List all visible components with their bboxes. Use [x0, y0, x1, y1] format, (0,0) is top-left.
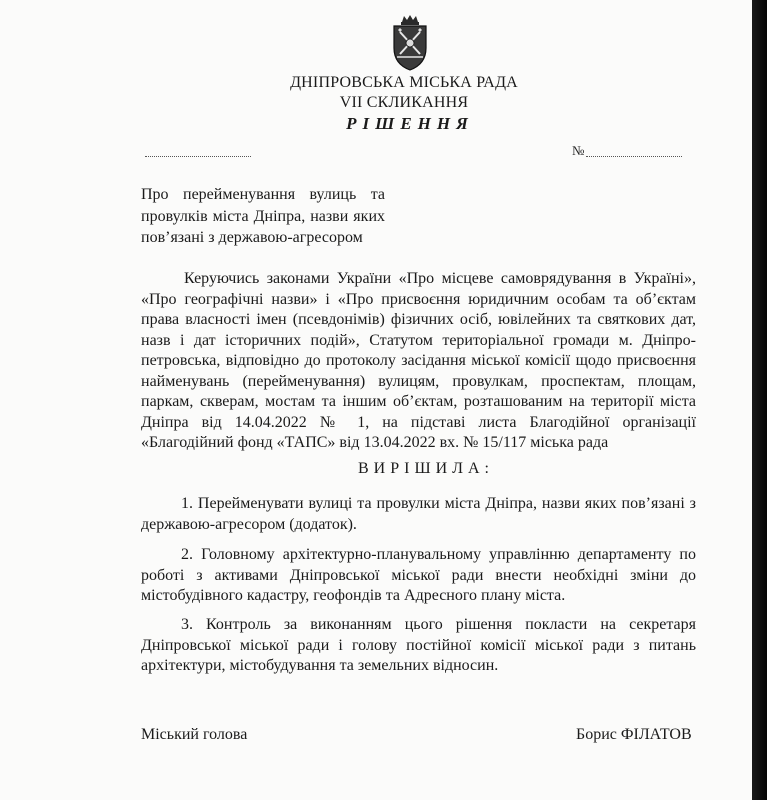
- convocation: VII СКЛИКАННЯ: [339, 94, 469, 111]
- scan-border: [752, 0, 767, 800]
- signatory-name: Борис ФІЛАТОВ: [576, 726, 692, 743]
- signatory-title: Міський голова: [141, 726, 248, 743]
- clause-1: 1. Перейменувати вулиці та провулки міста Дніпра, назви яких пов’язані з державою-агресором (додаток).: [141, 495, 696, 533]
- number-blank: [586, 156, 682, 157]
- document-type: РІШЕННЯ: [346, 114, 474, 133]
- coat-of-arms-icon: [388, 14, 432, 72]
- clause-3: 3. Контроль за виконанням цього рішення покласти на секретаря Дніпровської міської ради і голову постійної комісії міської ради з питань архітектури, містобудування та земельних відносин.: [141, 616, 696, 674]
- number-label: №: [572, 143, 585, 158]
- date-blank: [145, 156, 251, 157]
- council-name: ДНІПРОВСЬКА МІСЬКА РАДА: [290, 74, 518, 91]
- decision-subject: Про перейменування вулиць та провулків міста Дніпра, назви яких пов’язані з державою-агресором: [141, 186, 385, 246]
- clause-2: 2. Головному архітектурно-планувальному управлінню департаменту по роботі з активами Дніпровської міської ради внести необхідні зміни до містобудівного кадастру, геофондів та Адресного плану міста.: [141, 546, 696, 604]
- resolved-heading: ВИРІШИЛА:: [358, 460, 494, 477]
- preamble: Керуючись законами України «Про місцеве самоврядування в Україні», «Про географічні назви» і «Про присвоєння юридичним особам та об’єктам права власності імен (псевдонімів) фізичних осіб, ювілейних та святкових дат, назв і дат історичних подій», Статутом територіальної громади м. Дніпропетровська, відповідно до протоколу засідання міської комісії щодо присвоєння найменувань (перейменування) вулицям, провулкам, проспектам, площам, паркам, скверам, мостам та іншим об’єктам, розташованим на території міста Дніпра від 14.04.2022 № 1, на підставі листа Благодійної організації «Благодійний фонд «ТАПС» від 13.04.2022 вх. № 15/117 міська рада: [141, 270, 696, 451]
